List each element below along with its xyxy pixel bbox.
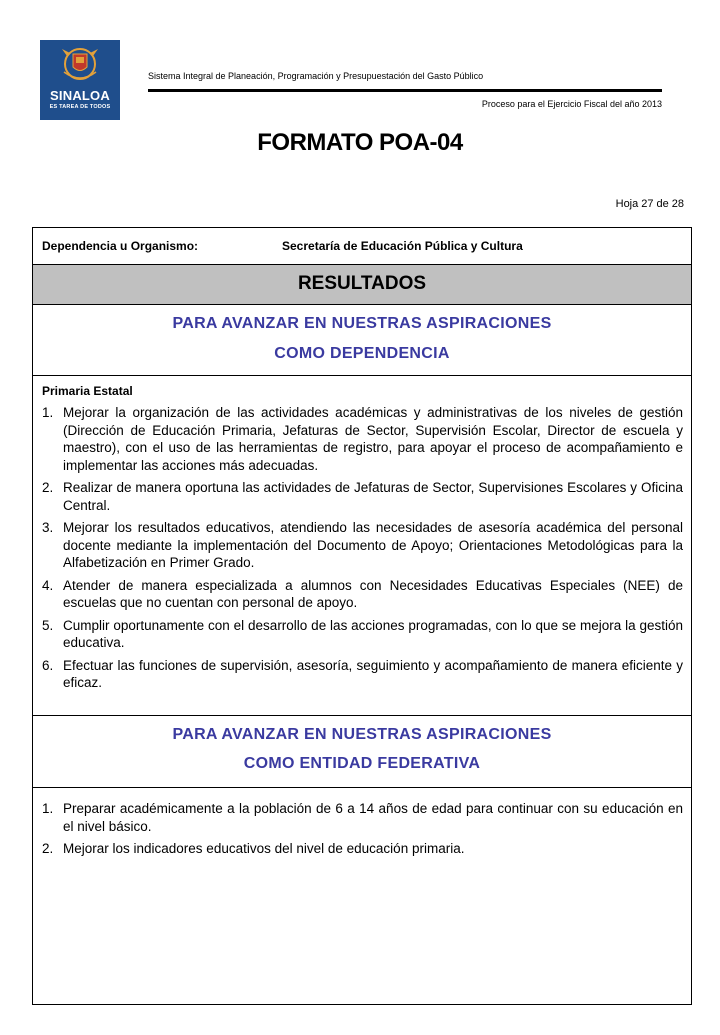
results-header-row: [33, 265, 691, 305]
list-item: [42, 404, 683, 474]
item-text: Mejorar los resultados educativos, atendiendo las necesidades de asesoría académica del personal docente mediante la implementación del Documento de Apoyo; Orientaciones Metodológicas para la Alfabetización en Primer Grado.: [63, 520, 683, 570]
sheet-label: Hoja: [615, 198, 639, 210]
list-item: [42, 519, 683, 572]
item-text: Mejorar la organización de las actividades académicas y administrativas de los niveles de gestión (Dirección de Educación Primaria, Jefaturas de Sector, Supervisión Escolar, Director de escuela y maestro), con el uso de las herramientas de registro, para apoyar el proceso de acompañamiento e implementar las acciones más adecuadas.: [63, 405, 683, 473]
list-item: [42, 840, 683, 858]
item-text: Cumplir oportunamente con el desarrollo de las acciones programadas, con lo que se mejora la gestión educativa.: [63, 617, 683, 650]
item-number: 3.: [42, 520, 54, 535]
list-item: [42, 577, 683, 612]
dependency-label: Dependencia u Organismo:: [42, 239, 199, 253]
dependency-row: [33, 228, 691, 265]
header-divider: [148, 89, 662, 92]
sinaloa-logo: [40, 40, 120, 120]
list-item: [42, 800, 683, 835]
system-name: Sistema Integral de Planeación, Programación y Presupuestación del Gasto Público: [148, 71, 484, 81]
dependency-aspirations-line2: COMO DEPENDENCIA: [274, 345, 450, 362]
sheet-total: 28: [671, 198, 684, 210]
program-subtitle: Primaria Estatal: [42, 384, 133, 398]
dependency-results-content: [33, 376, 691, 716]
list-item: [42, 479, 683, 514]
item-text: Efectuar las funciones de supervisión, asesoría, seguimiento y acompañamiento de manera eficiente y eficaz.: [63, 657, 683, 690]
sheet-of-label: de: [656, 198, 669, 210]
state-aspirations-line2: COMO ENTIDAD FEDERATIVA: [243, 755, 481, 772]
logo-name: SINALOA: [50, 88, 110, 103]
dependency-aspirations-header: [33, 305, 691, 376]
item-number: 1.: [42, 801, 54, 816]
results-title: RESULTADOS: [297, 273, 427, 294]
item-number: 2.: [42, 841, 54, 856]
item-text: Realizar de manera oportuna las actividades de Jefaturas de Sector, Supervisiones Escolares y Oficina Central.: [63, 480, 683, 513]
item-number: 1.: [42, 405, 54, 420]
state-results-list: [42, 800, 683, 863]
list-item: [42, 617, 683, 652]
item-number: 4.: [42, 577, 54, 593]
item-text: Preparar académicamente a la población de 6 a 14 años de edad para continuar con su educación en el nivel básico.: [63, 801, 683, 834]
sheet-current: 27: [641, 198, 654, 210]
item-text: Atender de manera especializada a alumnos con Necesidades Educativas Especiales (NEE) de escuelas que no cuentan con personal de apoyo.: [63, 577, 683, 610]
form-box: [32, 227, 692, 1005]
item-number: 5.: [42, 617, 54, 633]
list-item: [42, 657, 683, 692]
state-aspirations-header: [33, 716, 691, 788]
item-number: 6.: [42, 657, 54, 673]
dependency-results-list: [42, 404, 683, 697]
logo-slogan: ES TAREA DE TODOS: [49, 104, 111, 110]
fiscal-process: Proceso para el Ejercicio Fiscal del año 2013: [481, 99, 662, 109]
item-text: Mejorar los indicadores educativos del nivel de educación primaria.: [63, 841, 465, 856]
item-number: 2.: [42, 480, 54, 495]
dependency-aspirations-line1: PARA AVANZAR EN NUESTRAS ASPIRACIONES: [172, 315, 552, 332]
state-aspirations-line1: PARA AVANZAR EN NUESTRAS ASPIRACIONES: [172, 726, 552, 743]
format-title: FORMATO POA-04: [257, 129, 463, 156]
sheet-number: [613, 198, 684, 210]
dependency-value: Secretaría de Educación Pública y Cultura: [282, 239, 523, 253]
state-results-content: [33, 788, 691, 1004]
state-emblem-icon: [40, 40, 120, 88]
